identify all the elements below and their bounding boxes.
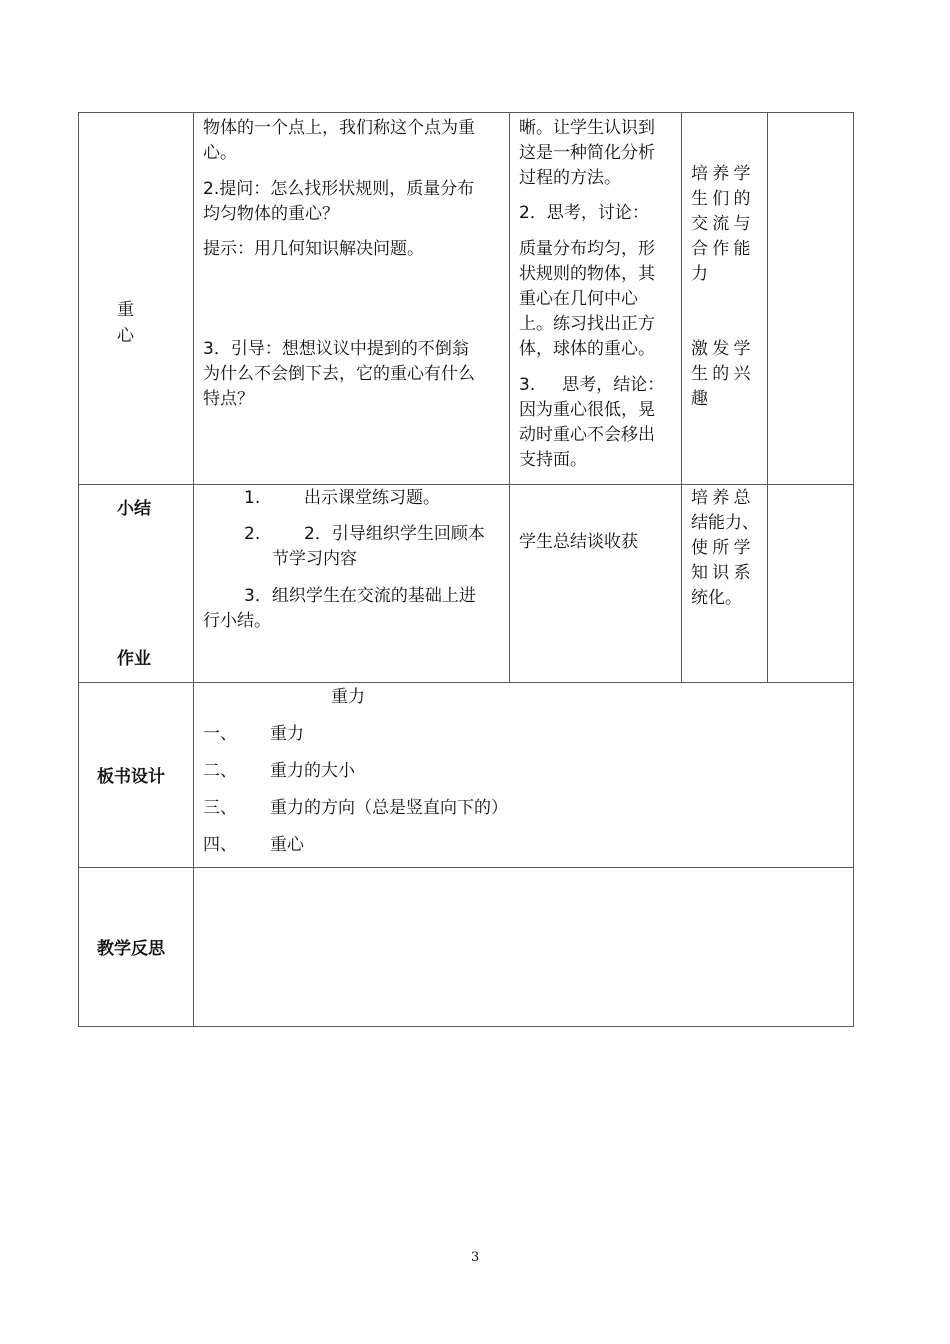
column-divider (767, 112, 768, 683)
teacher-text: 特点？ (203, 389, 254, 409)
teacher-text: 出示课堂练习题。 (304, 488, 440, 508)
teacher-text: 3．组织学生在交流的基础上进 (244, 586, 476, 606)
purpose-text: 统化。 (691, 588, 742, 608)
board-item-number: 一、 (203, 724, 237, 744)
purpose-text: 力 (691, 264, 713, 284)
student-text: 体，球体的重心。 (519, 339, 655, 359)
student-text: 过程的方法。 (519, 168, 621, 188)
student-text: 状规则的物体，其 (519, 264, 655, 284)
board-item-number: 二、 (203, 761, 237, 781)
row-divider (78, 682, 854, 683)
student-text: 学生总结谈收获 (519, 532, 638, 552)
purpose-text: 合作能 (691, 239, 755, 259)
student-text: 动时重心不会移出 (519, 425, 655, 445)
teacher-text: 为什么不会倒下去，它的重心有什么 (203, 364, 475, 384)
board-item-text: 重力 (270, 724, 304, 744)
row-label-board-design: 板书设计 (97, 767, 165, 787)
list-number: 1. (244, 488, 261, 508)
page-number: 3 (471, 1250, 480, 1265)
student-text: 2．思考，讨论： (519, 203, 649, 223)
row-label-reflection: 教学反思 (97, 939, 165, 959)
teacher-text: 心。 (203, 143, 237, 163)
purpose-text: 趣 (691, 389, 713, 409)
board-item-number: 四、 (203, 835, 237, 855)
teacher-text: 节学习内容 (272, 549, 357, 569)
purpose-text: 生们的 (691, 189, 755, 209)
purpose-text: 培养学 (691, 164, 755, 184)
purpose-text: 激发学 (691, 339, 755, 359)
purpose-text: 交流与 (691, 214, 755, 234)
student-text: 重心在几何中心 (519, 289, 638, 309)
teacher-text: 行小结。 (203, 611, 271, 631)
teacher-text: 提示：用几何知识解决问题。 (203, 239, 424, 259)
table-border-right (853, 112, 854, 1027)
student-text: 上。练习找出正方 (519, 314, 655, 334)
row-label-zhongxin-bottom: 心 (117, 326, 134, 346)
column-divider (193, 112, 194, 1027)
board-item-text: 重力的大小 (270, 761, 355, 781)
board-title: 重力 (331, 687, 365, 707)
student-text: 因为重心很低，晃 (519, 400, 655, 420)
column-divider (509, 112, 510, 683)
list-number: 2. (244, 524, 261, 544)
row-label-homework: 作业 (117, 649, 151, 669)
student-text: 质量分布均匀，形 (519, 239, 655, 259)
table-border-left (78, 112, 79, 1027)
teacher-text: 3．引导：想想议议中提到的不倒翁 (203, 339, 469, 359)
teacher-text: 2.提问：怎么找形状规则，质量分布 (203, 179, 475, 199)
teacher-text: 物体的一个点上，我们称这个点为重 (203, 118, 475, 138)
column-divider (681, 112, 682, 683)
row-divider (78, 867, 854, 868)
purpose-text: 知识系 (691, 563, 755, 583)
student-text: 这是一种简化分析 (519, 143, 655, 163)
row-divider (78, 484, 854, 485)
purpose-text: 使所学 (691, 538, 755, 558)
row-label-summary: 小结 (117, 499, 151, 519)
student-text: 晰。让学生认识到 (519, 118, 655, 138)
student-text: 3. 思考，结论： (519, 375, 665, 395)
board-item-number: 三、 (203, 798, 237, 818)
teacher-text: 均匀物体的重心？ (203, 204, 339, 224)
purpose-text: 培养总 (691, 488, 755, 508)
table-border-top (78, 112, 854, 113)
board-item-text: 重心 (270, 835, 304, 855)
row-label-zhongxin-top: 重 (117, 300, 134, 320)
teacher-text: 2．引导组织学生回顾本 (304, 524, 485, 544)
table-border-bottom (78, 1026, 854, 1027)
purpose-text: 结能力、 (691, 513, 759, 533)
purpose-text: 生的兴 (691, 364, 755, 384)
board-item-text: 重力的方向（总是竖直向下的） (270, 798, 508, 818)
student-text: 支持面。 (519, 450, 587, 470)
